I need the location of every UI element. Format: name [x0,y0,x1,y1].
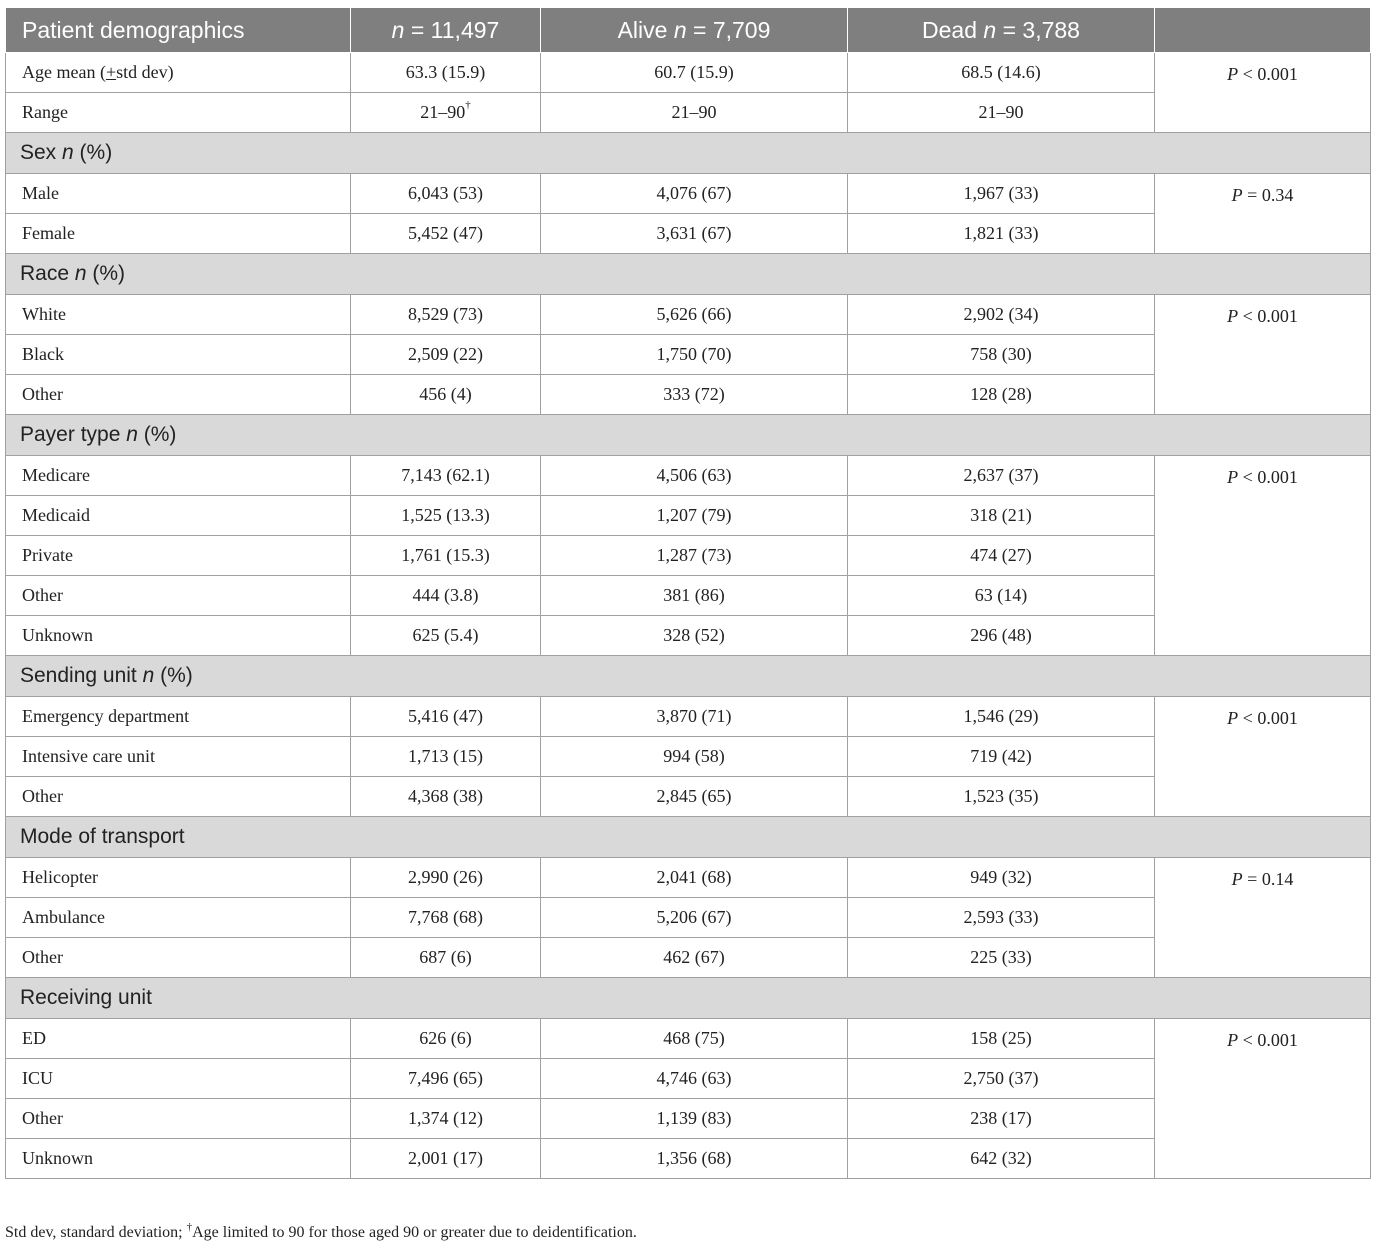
cell-dead: 128 (28) [848,375,1155,415]
cell-alive: 381 (86) [541,576,848,616]
p-value: P = 0.34 [1155,174,1371,254]
header-dead: Dead n = 3,788 [848,8,1155,53]
row-label: Medicaid [6,496,351,536]
cell-dead: 1,821 (33) [848,214,1155,254]
cell-dead: 474 (27) [848,536,1155,576]
cell-dead: 2,750 (37) [848,1059,1155,1099]
row-label: Private [6,536,351,576]
cell-dead: 758 (30) [848,335,1155,375]
cell-total: 7,496 (65) [351,1059,541,1099]
cell-alive: 1,139 (83) [541,1099,848,1139]
cell-total: 1,713 (15) [351,737,541,777]
table-row [6,174,1371,214]
cell-alive: 5,206 (67) [541,898,848,938]
p-value: P < 0.001 [1155,53,1371,133]
header-pvalue [1155,8,1371,53]
cell-total: 8,529 (73) [351,295,541,335]
cell-dead: 63 (14) [848,576,1155,616]
cell-total: 7,768 (68) [351,898,541,938]
cell-alive: 328 (52) [541,616,848,656]
table-row [6,456,1371,496]
cell-alive: 21–90 [541,93,848,133]
header-total: n = 11,497 [351,8,541,53]
cell-dead: 642 (32) [848,1139,1155,1179]
p-value: P < 0.001 [1155,697,1371,817]
table-row [6,1019,1371,1059]
cell-alive: 1,207 (79) [541,496,848,536]
cell-dead: 68.5 (14.6) [848,53,1155,93]
section-title: Mode of transport [6,817,1371,858]
row-label: ED [6,1019,351,1059]
table-row [6,697,1371,737]
section-title: Sending unit n (%) [6,656,1371,697]
cell-dead: 2,637 (37) [848,456,1155,496]
cell-total: 63.3 (15.9) [351,53,541,93]
cell-alive: 2,041 (68) [541,858,848,898]
cell-dead: 1,546 (29) [848,697,1155,737]
cell-total: 1,525 (13.3) [351,496,541,536]
cell-total: 626 (6) [351,1019,541,1059]
header-row [6,8,1371,53]
section-header [6,656,1371,697]
cell-dead: 949 (32) [848,858,1155,898]
cell-alive: 60.7 (15.9) [541,53,848,93]
row-label: Medicare [6,456,351,496]
row-label: Emergency department [6,697,351,737]
cell-alive: 3,870 (71) [541,697,848,737]
cell-dead: 21–90 [848,93,1155,133]
cell-alive: 4,506 (63) [541,456,848,496]
section-header [6,978,1371,1019]
cell-alive: 3,631 (67) [541,214,848,254]
cell-total: 2,990 (26) [351,858,541,898]
row-label: Helicopter [6,858,351,898]
cell-total: 5,452 (47) [351,214,541,254]
cell-total: 456 (4) [351,375,541,415]
cell-dead: 318 (21) [848,496,1155,536]
cell-dead: 1,523 (35) [848,777,1155,817]
demographics-table [5,7,1371,1179]
section-title: Race n (%) [6,254,1371,295]
cell-total: 1,761 (15.3) [351,536,541,576]
cell-dead: 1,967 (33) [848,174,1155,214]
cell-total: 444 (3.8) [351,576,541,616]
cell-total: 2,509 (22) [351,335,541,375]
cell-dead: 719 (42) [848,737,1155,777]
p-value: P < 0.001 [1155,1019,1371,1179]
cell-dead: 2,593 (33) [848,898,1155,938]
cell-alive: 994 (58) [541,737,848,777]
p-value: P < 0.001 [1155,456,1371,656]
row-label: Other [6,938,351,978]
p-value: P = 0.14 [1155,858,1371,978]
cell-dead: 2,902 (34) [848,295,1155,335]
table-row [6,53,1371,93]
cell-alive: 4,746 (63) [541,1059,848,1099]
row-label: ICU [6,1059,351,1099]
cell-alive: 468 (75) [541,1019,848,1059]
section-header [6,415,1371,456]
row-label: Other [6,777,351,817]
cell-alive: 462 (67) [541,938,848,978]
table-row [6,295,1371,335]
cell-dead: 158 (25) [848,1019,1155,1059]
row-label: Unknown [6,616,351,656]
cell-alive: 1,356 (68) [541,1139,848,1179]
cell-total: 4,368 (38) [351,777,541,817]
row-label: Black [6,335,351,375]
cell-total: 1,374 (12) [351,1099,541,1139]
row-label: Range [6,93,351,133]
section-title: Sex n (%) [6,133,1371,174]
row-label: White [6,295,351,335]
row-label: Other [6,375,351,415]
table-row [6,858,1371,898]
cell-total: 21–90† [351,93,541,133]
row-label: Intensive care unit [6,737,351,777]
section-title: Receiving unit [6,978,1371,1019]
cell-dead: 296 (48) [848,616,1155,656]
cell-alive: 333 (72) [541,375,848,415]
cell-total: 625 (5.4) [351,616,541,656]
cell-dead: 238 (17) [848,1099,1155,1139]
cell-alive: 1,287 (73) [541,536,848,576]
section-title: Payer type n (%) [6,415,1371,456]
section-header [6,254,1371,295]
footnote: Std dev, standard deviation; †Age limited to 90 for those aged 90 or greater due to deidentification. [5,1221,637,1241]
cell-total: 7,143 (62.1) [351,456,541,496]
header-alive: Alive n = 7,709 [541,8,848,53]
cell-alive: 5,626 (66) [541,295,848,335]
demographics-table-container [5,7,1370,1179]
section-header [6,817,1371,858]
row-label: Unknown [6,1139,351,1179]
cell-total: 5,416 (47) [351,697,541,737]
row-label: Male [6,174,351,214]
row-label: Ambulance [6,898,351,938]
section-header [6,133,1371,174]
row-label: Other [6,576,351,616]
cell-total: 2,001 (17) [351,1139,541,1179]
cell-alive: 1,750 (70) [541,335,848,375]
cell-total: 6,043 (53) [351,174,541,214]
row-label: Age mean (+std dev) [6,53,351,93]
header-demographics: Patient demographics [6,8,351,53]
cell-alive: 2,845 (65) [541,777,848,817]
p-value: P < 0.001 [1155,295,1371,415]
row-label: Female [6,214,351,254]
cell-alive: 4,076 (67) [541,174,848,214]
row-label: Other [6,1099,351,1139]
cell-total: 687 (6) [351,938,541,978]
cell-dead: 225 (33) [848,938,1155,978]
